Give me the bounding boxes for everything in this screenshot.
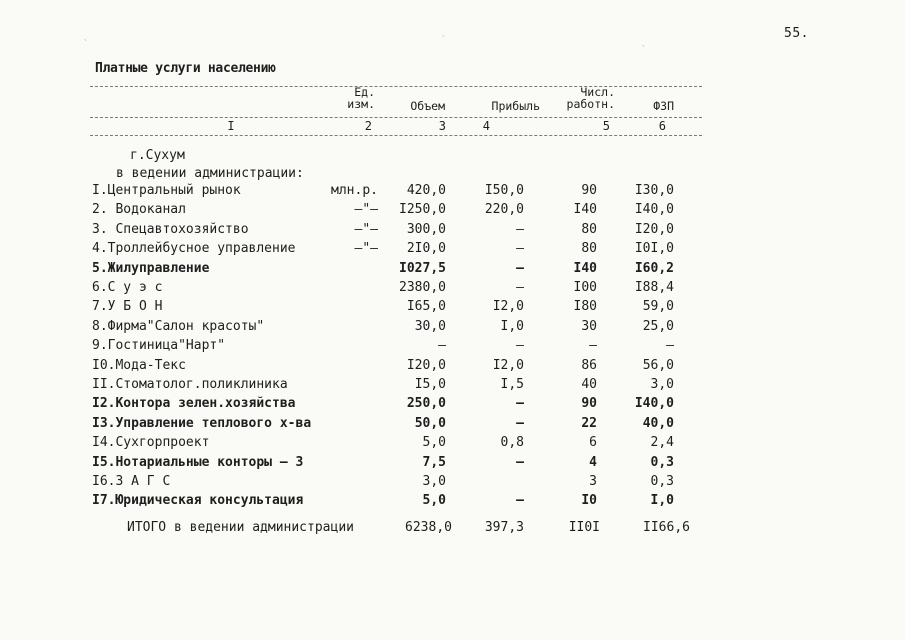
- row-name: 2. Водоканал: [92, 202, 186, 217]
- row-volume: 50,0: [414, 416, 446, 431]
- row-fzp: I88,4: [634, 280, 674, 295]
- row-workers: 90: [581, 396, 597, 411]
- row-profit: –: [516, 280, 524, 295]
- column-number: 3: [438, 119, 446, 133]
- scan-smudge: ˎ: [640, 34, 647, 47]
- row-fzp: 2,4: [650, 435, 674, 450]
- row-fzp: 59,0: [642, 299, 674, 314]
- row-volume: 420,0: [406, 183, 446, 198]
- row-fzp: 0,3: [650, 455, 674, 470]
- row-fzp: I20,0: [634, 222, 674, 237]
- row-workers: I40: [573, 202, 597, 217]
- row-fzp: 0,3: [650, 474, 674, 489]
- row-profit: I,0: [500, 319, 524, 334]
- document-title: Платные услуги населению: [95, 61, 276, 76]
- row-workers: I80: [573, 299, 597, 314]
- row-fzp: 56,0: [642, 358, 674, 373]
- column-number: 5: [602, 119, 610, 133]
- row-fzp: I40,0: [634, 396, 674, 411]
- row-name: II.Стоматолог.поликлиника: [92, 377, 288, 392]
- row-name: 8.Фирма"Салон красоты": [92, 319, 265, 334]
- row-volume: I5,0: [414, 377, 446, 392]
- row-profit: –: [516, 261, 524, 276]
- row-profit: I50,0: [484, 183, 524, 198]
- row-profit: –: [516, 241, 524, 256]
- row-workers: 40: [581, 377, 597, 392]
- row-volume: 3,0: [422, 474, 446, 489]
- row-workers: 80: [581, 222, 597, 237]
- row-name: I7.Юридическая консультация: [92, 493, 304, 508]
- row-profit: 0,8: [500, 435, 524, 450]
- row-volume: 2380,0: [399, 280, 446, 295]
- row-fzp: I0I,0: [634, 241, 674, 256]
- section-heading: в ведении администрации:: [116, 166, 304, 181]
- row-workers: 6: [589, 435, 597, 450]
- row-fzp: I30,0: [634, 183, 674, 198]
- row-name: 3. Спецавтохозяйство: [92, 222, 249, 237]
- row-name: I0.Мода-Текс: [92, 358, 186, 373]
- header-mid-rule: [90, 117, 702, 118]
- row-name: I6.З А Г С: [92, 474, 171, 489]
- row-volume: I65,0: [406, 299, 446, 314]
- column-number: I: [227, 119, 235, 133]
- row-profit: –: [516, 396, 524, 411]
- total-volume: 6238,0: [405, 520, 452, 535]
- city-heading: г.Сухум: [130, 148, 185, 163]
- header-bottom-rule: [90, 135, 702, 136]
- row-profit: –: [516, 338, 524, 353]
- row-name: I.Центральный рынок: [92, 183, 241, 198]
- row-workers: I0: [581, 493, 597, 508]
- row-workers: 3: [589, 474, 597, 489]
- row-profit: –: [516, 416, 524, 431]
- total-label: ИТОГО в ведении администрации: [127, 520, 354, 535]
- row-workers: 80: [581, 241, 597, 256]
- row-name: I2.Контора зелен.хозяйства: [92, 396, 296, 411]
- total-fzp: II66,6: [643, 520, 690, 535]
- row-fzp: –: [666, 338, 674, 353]
- header-unit: Ед. изм.: [347, 85, 375, 111]
- scan-smudge: ˏ: [440, 24, 447, 37]
- row-volume: 5,0: [422, 435, 446, 450]
- row-profit: I2,0: [492, 358, 524, 373]
- row-profit: I2,0: [492, 299, 524, 314]
- row-workers: 22: [581, 416, 597, 431]
- page-number: 55.: [784, 26, 809, 41]
- row-workers: –: [589, 338, 597, 353]
- row-name: I4.Сухгорпроект: [92, 435, 210, 450]
- scan-smudge: ˎ: [82, 28, 89, 41]
- row-name: 4.Троллейбусное управление: [92, 241, 296, 256]
- row-volume: 30,0: [414, 319, 446, 334]
- row-workers: 90: [581, 183, 597, 198]
- row-profit: –: [516, 455, 524, 470]
- row-volume: 2I0,0: [406, 241, 446, 256]
- header-volume: Объем: [410, 99, 445, 113]
- row-unit: –"–: [354, 202, 378, 217]
- row-name: I5.Нотариальные конторы – 3: [92, 455, 304, 470]
- row-name: 7.У Б О Н: [92, 299, 163, 314]
- row-name: I3.Управление теплового х-ва: [92, 416, 312, 431]
- row-name: 9.Гостиница"Нарт": [92, 338, 226, 353]
- header-fzp: ФЗП: [653, 99, 674, 113]
- row-profit: 220,0: [484, 202, 524, 217]
- row-fzp: 3,0: [650, 377, 674, 392]
- row-volume: –: [438, 338, 446, 353]
- column-number: 6: [658, 119, 666, 133]
- row-fzp: I40,0: [634, 202, 674, 217]
- row-profit: –: [516, 222, 524, 237]
- column-number: 2: [364, 119, 372, 133]
- header-workers: Числ. работн.: [566, 85, 615, 111]
- row-workers: I40: [573, 261, 597, 276]
- row-volume: 250,0: [406, 396, 446, 411]
- row-fzp: 25,0: [642, 319, 674, 334]
- total-profit: 397,3: [484, 520, 524, 535]
- row-unit: –"–: [354, 241, 378, 256]
- total-workers: II0I: [568, 520, 600, 535]
- row-unit: –"–: [354, 222, 378, 237]
- row-volume: 300,0: [406, 222, 446, 237]
- row-unit: млн.р.: [331, 183, 378, 198]
- row-volume: 7,5: [422, 455, 446, 470]
- row-volume: 5,0: [422, 493, 446, 508]
- row-profit: –: [516, 493, 524, 508]
- row-volume: I20,0: [406, 358, 446, 373]
- column-number: 4: [482, 119, 490, 133]
- row-workers: 4: [589, 455, 597, 470]
- header-profit: Прибыль: [491, 99, 540, 113]
- row-fzp: I,0: [650, 493, 674, 508]
- row-name: 5.Жилуправление: [92, 261, 210, 276]
- row-volume: I250,0: [399, 202, 446, 217]
- row-workers: I00: [573, 280, 597, 295]
- row-profit: I,5: [500, 377, 524, 392]
- row-name: 6.С у э с: [92, 280, 163, 295]
- row-fzp: 40,0: [642, 416, 674, 431]
- row-workers: 30: [581, 319, 597, 334]
- row-fzp: I60,2: [634, 261, 674, 276]
- row-workers: 86: [581, 358, 597, 373]
- row-volume: I027,5: [399, 261, 446, 276]
